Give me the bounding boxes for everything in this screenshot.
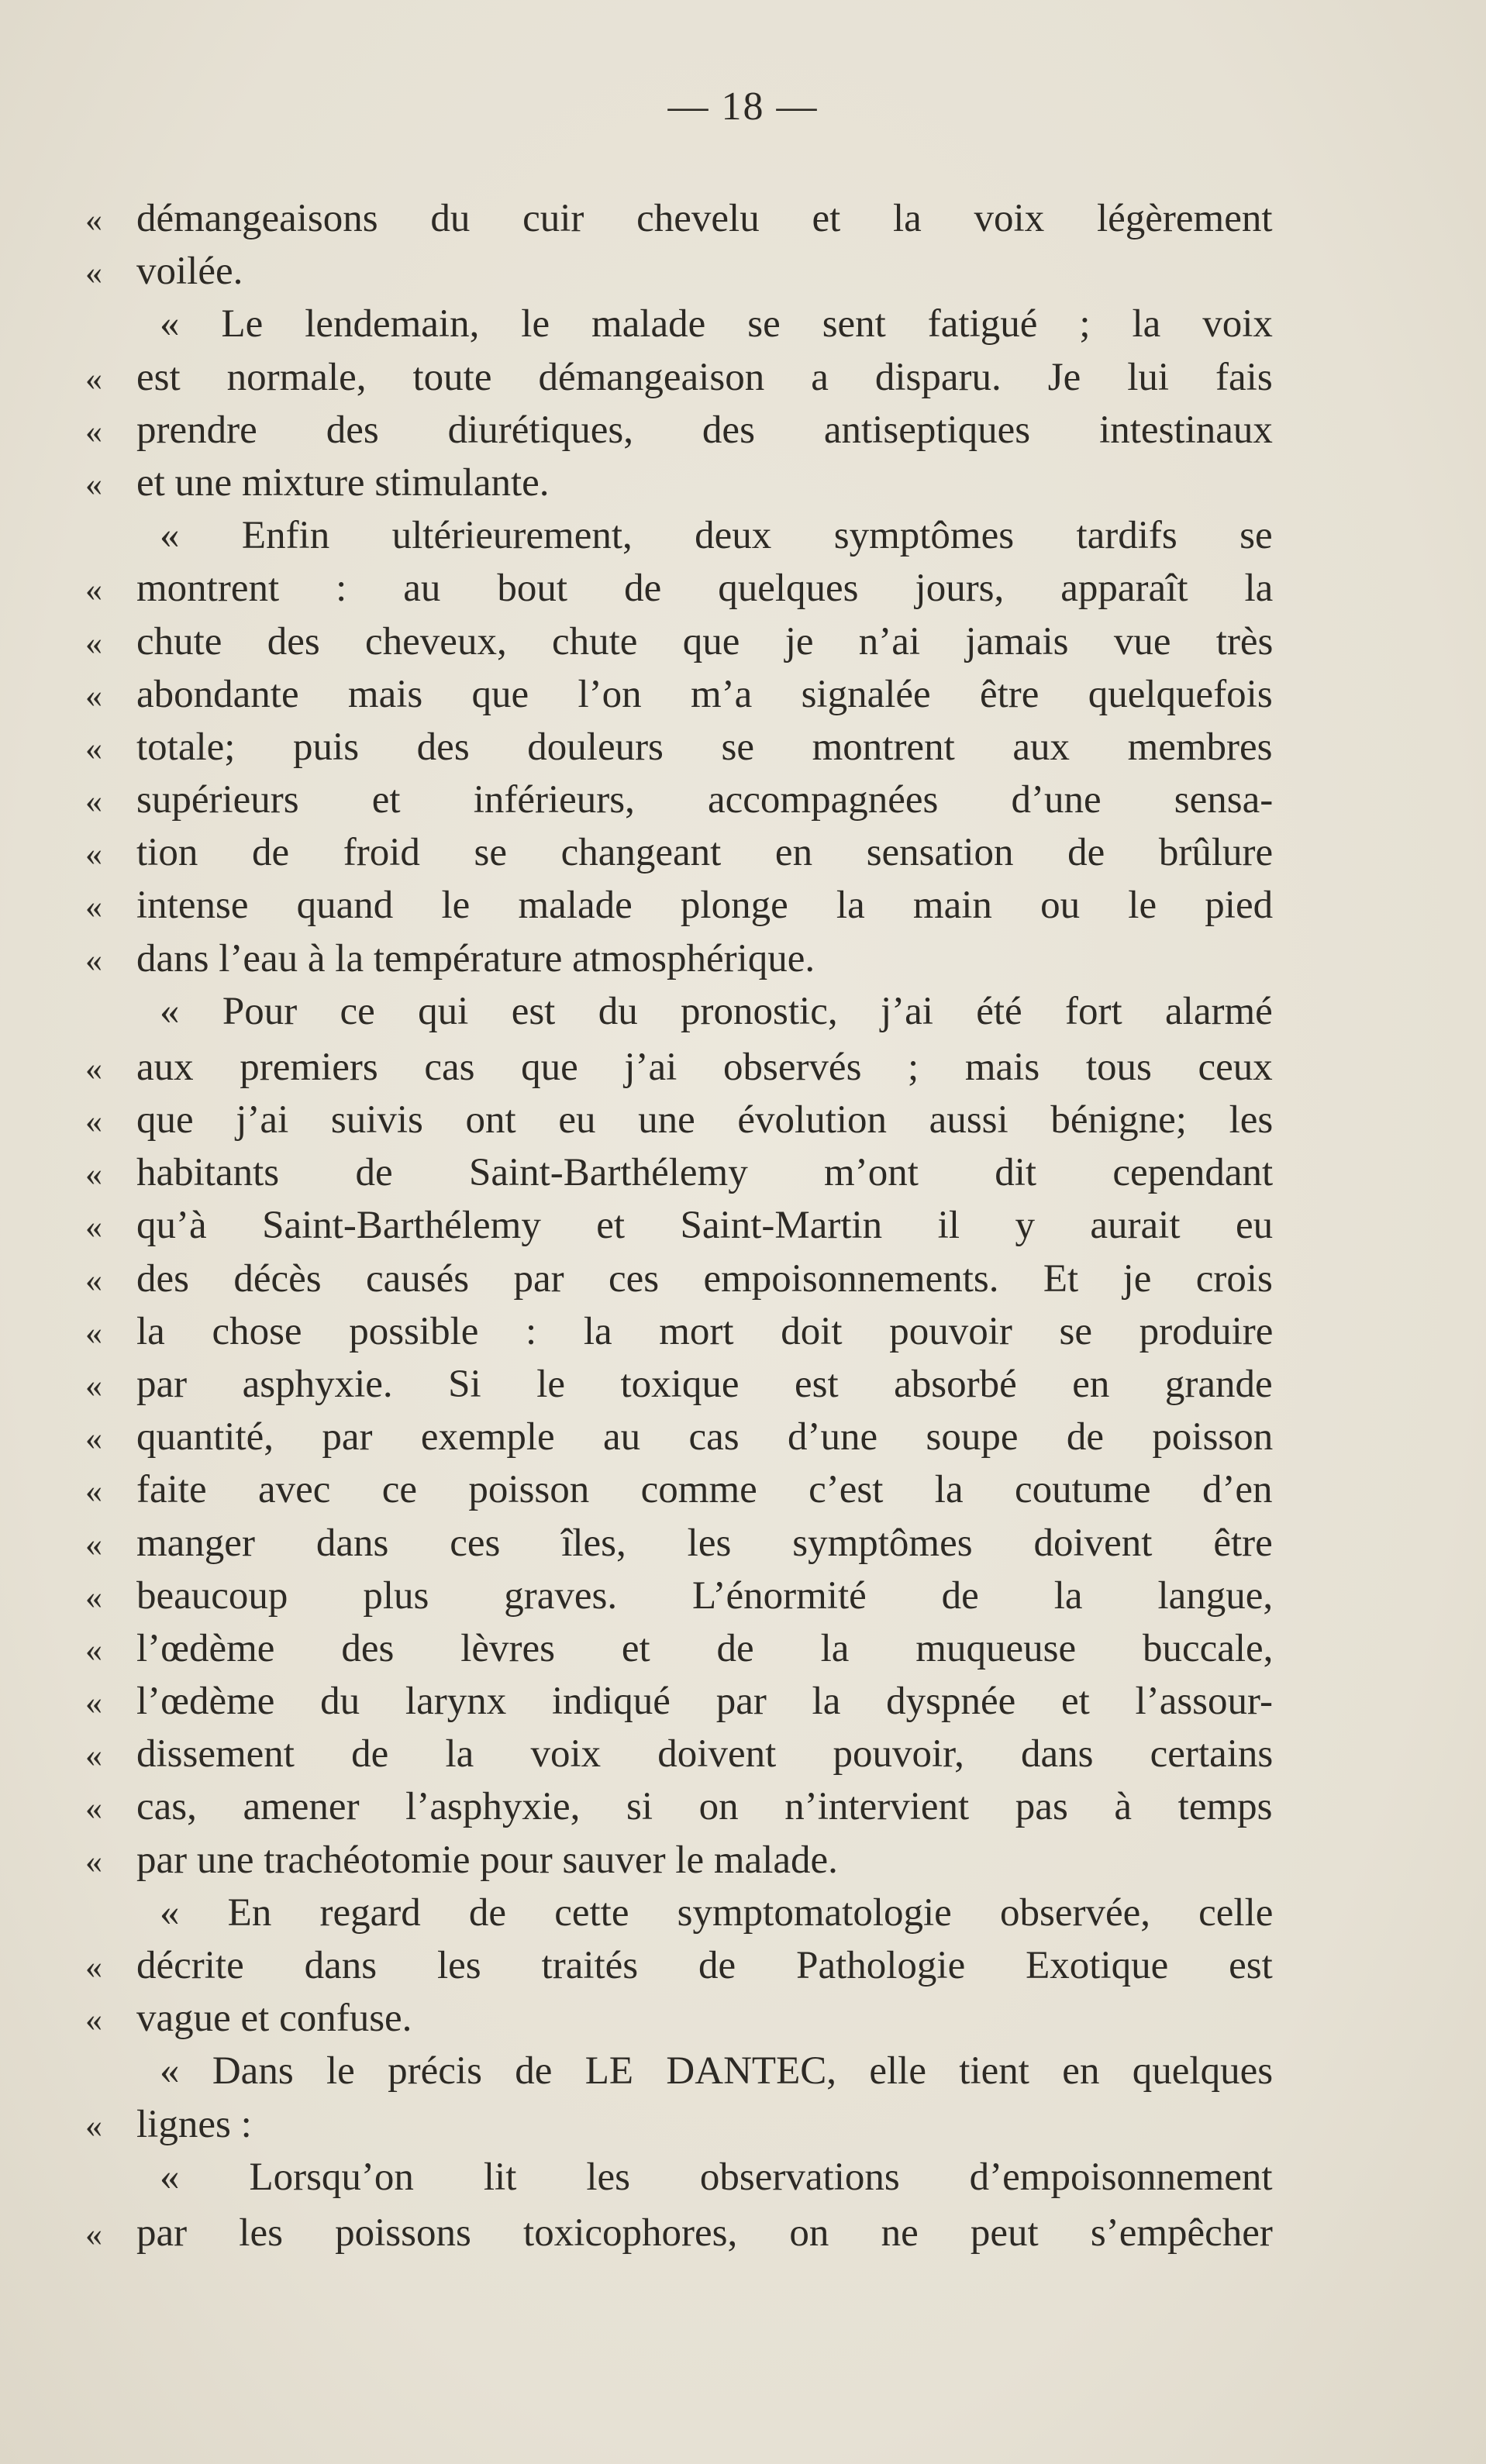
line-text: chute des cheveux, chute que je n’ai jamais vue très [136, 619, 1274, 663]
quote-mark: « [85, 253, 102, 292]
quote-mark: « [85, 1948, 102, 1986]
line-text: « Dans le précis de LE DANTEC, elle tient en quelques [160, 2049, 1274, 2094]
line-text: « Pour ce qui est du pronostic, j’ai été fort alarmé [160, 989, 1273, 1033]
text-line [0, 777, 1486, 829]
line-text: par une trachéotomie pour sauver le malade. [136, 1838, 838, 1882]
text-line [0, 829, 1486, 882]
page-number: — 18 — [667, 84, 819, 129]
text-line [0, 1149, 1486, 1202]
quote-mark: « [85, 570, 102, 609]
text-line [0, 1097, 1486, 1149]
quote-mark: « [85, 1577, 102, 1616]
text-line [0, 2154, 1486, 2210]
line-text: « Le lendemain, le malade se sent fatigué ; la voix [160, 302, 1273, 346]
line-text: supérieurs et inférieurs, accompagnées d’une sensa- [136, 778, 1274, 822]
line-text: dissement de la voix doivent pouvoir, dans certains [136, 1732, 1274, 1776]
text-line [0, 2048, 1486, 2100]
body-text [0, 195, 1486, 2262]
line-text: qu’à Saint-Barthélemy et Saint-Martin il y aurait eu [136, 1204, 1274, 1248]
line-text: la chose possible : la mort doit pouvoir se produire [136, 1309, 1274, 1353]
text-line [0, 1942, 1486, 1995]
text-line [0, 1308, 1486, 1361]
quote-mark: « [85, 359, 102, 398]
quote-mark: « [85, 201, 102, 239]
line-text: que j’ai suivis ont eu une évolution aussi bénigne; les [136, 1098, 1274, 1142]
line-text: par les poissons toxicophores, on ne peut s’empêcher [136, 2211, 1273, 2255]
line-text: quantité, par exemple au cas d’une soupe de poisson [136, 1415, 1274, 1459]
text-line [0, 512, 1486, 565]
quote-mark: « [85, 1525, 102, 1563]
quote-mark: « [85, 835, 102, 874]
text-line [0, 1995, 1486, 2048]
line-text: « En regard de cette symptomatologie observée, celle [160, 1890, 1274, 1935]
text-line [0, 671, 1486, 724]
quote-mark: « [85, 2106, 102, 2145]
quote-mark: « [85, 2000, 102, 2039]
text-line [0, 988, 1486, 1044]
line-text: dans l’eau à la température atmosphérique. [136, 936, 815, 980]
quote-mark: « [85, 623, 102, 662]
line-text: est normale, toute démangeaison a disparu. Je lui fais [136, 355, 1273, 399]
text-line [0, 248, 1486, 301]
text-line [0, 1625, 1486, 1678]
quote-mark: « [85, 1472, 102, 1511]
text-line [0, 2210, 1486, 2262]
text-line [0, 1044, 1486, 1097]
quote-mark: « [85, 1683, 102, 1722]
text-line [0, 1466, 1486, 1519]
line-text: démangeaisons du cuir chevelu et la voix légèrement [136, 197, 1273, 240]
line-text: l’œdème des lèvres et de la muqueuse buccale, [136, 1626, 1274, 1670]
text-line [0, 1256, 1486, 1308]
text-line [0, 195, 1486, 248]
text-line [0, 619, 1486, 671]
text-line [0, 407, 1486, 460]
quote-mark: « [85, 1260, 102, 1299]
line-text: manger dans ces îles, les symptômes doivent être [136, 1521, 1273, 1565]
text-line [0, 1890, 1486, 1942]
text-line [0, 354, 1486, 407]
line-text: par asphyxie. Si le toxique est absorbé en grande [136, 1362, 1273, 1406]
text-line [0, 1837, 1486, 1890]
line-text: des décès causés par ces empoisonnements. Et je crois [136, 1256, 1273, 1301]
quote-mark: « [85, 464, 102, 503]
line-text: voilée. [136, 250, 243, 294]
quote-mark: « [85, 940, 102, 979]
text-line [0, 724, 1486, 777]
quote-mark: « [85, 1419, 102, 1458]
text-line [0, 1731, 1486, 1783]
text-line [0, 301, 1486, 353]
line-text: aux premiers cas que j’ai observés ; mais tous ceux [136, 1045, 1273, 1089]
line-text: vague et confuse. [136, 1997, 412, 2041]
quote-mark: « [85, 1789, 102, 1828]
line-text: lignes : [136, 2102, 252, 2146]
text-line [0, 460, 1486, 512]
line-text: tion de froid se changeant en sensation de brûlure [136, 831, 1274, 875]
quote-mark: « [85, 412, 102, 450]
text-line [0, 1678, 1486, 1731]
text-line [0, 1520, 1486, 1573]
quote-mark: « [85, 1155, 102, 1194]
line-text: abondante mais que l’on m’a signalée être quelquefois [136, 672, 1273, 716]
quote-mark: « [85, 887, 102, 926]
line-text: montrent : au bout de quelques jours, apparaît la [136, 567, 1274, 611]
text-line [0, 882, 1486, 935]
quote-mark: « [85, 1102, 102, 1140]
text-line [0, 1783, 1486, 1836]
quote-mark: « [85, 1842, 102, 1880]
line-text: faite avec ce poisson comme c’est la coutume d’en [136, 1468, 1273, 1512]
line-text: décrite dans les traités de Pathologie Exotique est [136, 1944, 1273, 1987]
quote-mark: « [85, 1049, 102, 1087]
line-text: prendre des diurétiques, des antiseptiques intestinaux [136, 408, 1273, 452]
text-line [0, 1573, 1486, 1625]
line-text: l’œdème du larynx indiqué par la dyspnée et l’assour- [136, 1680, 1273, 1724]
quote-mark: « [85, 2214, 102, 2253]
line-text: « Lorsqu’on lit les observations d’empoisonnement [160, 2155, 1273, 2199]
text-line [0, 565, 1486, 618]
line-text: intense quand le malade plonge la main ou le pied [136, 884, 1274, 928]
quote-mark: « [85, 676, 102, 715]
quote-mark: « [85, 1736, 102, 1775]
text-line [0, 1414, 1486, 1466]
line-text: totale; puis des douleurs se montrent aux membres [136, 725, 1273, 769]
quote-mark: « [85, 1630, 102, 1669]
line-text: beaucoup plus graves. L’énormité de la langue, [136, 1573, 1274, 1618]
quote-mark: « [85, 1366, 102, 1404]
text-line [0, 1202, 1486, 1255]
line-text: et une mixture stimulante. [136, 460, 550, 505]
line-text: « Enfin ultérieurement, deux symptômes tardifs se [160, 514, 1273, 558]
quote-mark: « [85, 1208, 102, 1246]
quote-mark: « [85, 782, 102, 821]
line-text: cas, amener l’asphyxie, si on n’intervient pas à temps [136, 1785, 1273, 1829]
line-text: habitants de Saint-Barthélemy m’ont dit cependant [136, 1151, 1274, 1195]
text-line [0, 2101, 1486, 2154]
text-line [0, 936, 1486, 988]
quote-mark: « [85, 729, 102, 767]
text-line [0, 1361, 1486, 1414]
quote-mark: « [85, 1313, 102, 1352]
